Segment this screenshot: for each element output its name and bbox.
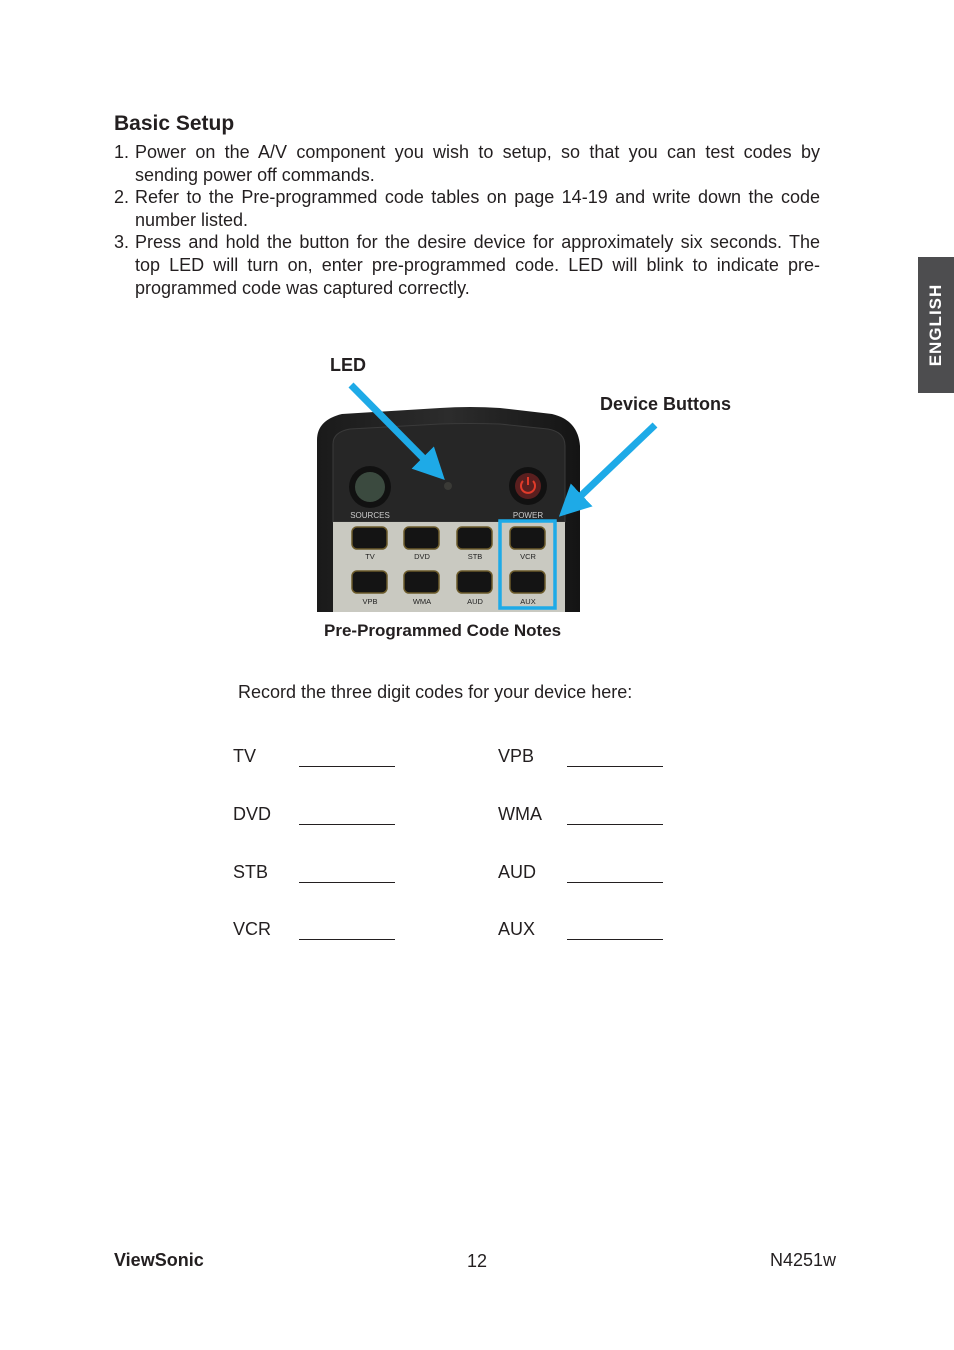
record-instructions: Record the three digit codes for your device here: bbox=[238, 682, 633, 702]
led-label: LED bbox=[330, 355, 366, 375]
footer-brand: ViewSonic bbox=[114, 1250, 204, 1270]
svg-text:TV: TV bbox=[365, 552, 375, 561]
language-tab-label: ENGLISH bbox=[926, 283, 945, 367]
code-blank bbox=[567, 766, 663, 767]
led-indicator bbox=[444, 482, 452, 490]
device-buttons-label: Device Buttons bbox=[600, 394, 732, 414]
code-blank bbox=[567, 824, 663, 825]
svg-text:STB: STB bbox=[467, 552, 483, 561]
step-number: 1. bbox=[114, 142, 130, 162]
svg-text:WMA: WMA bbox=[412, 597, 432, 606]
device-buttons-arrow bbox=[568, 425, 655, 508]
step-text: Refer to the Pre-programmed code tables on page 14-19 and write down the code number listed. bbox=[135, 187, 820, 230]
svg-text:VCR: VCR bbox=[520, 552, 536, 561]
figure-caption: Pre-Programmed Code Notes bbox=[324, 621, 562, 640]
code-blank bbox=[567, 882, 663, 883]
svg-text:VPB: VPB bbox=[362, 597, 378, 606]
step-number: 3. bbox=[114, 232, 130, 253]
device-name: AUX bbox=[498, 919, 536, 939]
device-name: AUD bbox=[498, 862, 537, 882]
footer-model: N4251w bbox=[770, 1250, 837, 1270]
power-label: POWER bbox=[512, 511, 544, 520]
step-text: Press and hold the button for the desire device for approximately six seconds. The top LED will turn on, enter pre-programmed code. LED will blink to indicate pre-programmed code was captured correctly. bbox=[135, 232, 820, 298]
step-number: 2. bbox=[114, 187, 130, 208]
svg-text:AUX: AUX bbox=[520, 597, 536, 606]
device-name: TV bbox=[233, 746, 257, 766]
device-name: DVD bbox=[233, 804, 272, 824]
svg-text:AUD: AUD bbox=[467, 597, 483, 606]
code-blank bbox=[299, 824, 395, 825]
svg-text:DVD: DVD bbox=[414, 552, 430, 561]
code-blank bbox=[567, 939, 663, 940]
code-blank bbox=[299, 939, 395, 940]
device-name: VPB bbox=[498, 746, 535, 766]
page-number: 12 bbox=[467, 1251, 488, 1271]
code-blank bbox=[299, 766, 395, 767]
device-name: WMA bbox=[498, 804, 542, 824]
step-text: Power on the A/V component you wish to setup, so that you can test codes by sending power off commands. bbox=[135, 142, 820, 185]
device-name: STB bbox=[233, 862, 269, 882]
code-blank bbox=[299, 882, 395, 883]
device-name: VCR bbox=[233, 919, 272, 939]
section-heading: Basic Setup bbox=[114, 112, 235, 135]
sources-label: SOURCES bbox=[350, 511, 390, 520]
